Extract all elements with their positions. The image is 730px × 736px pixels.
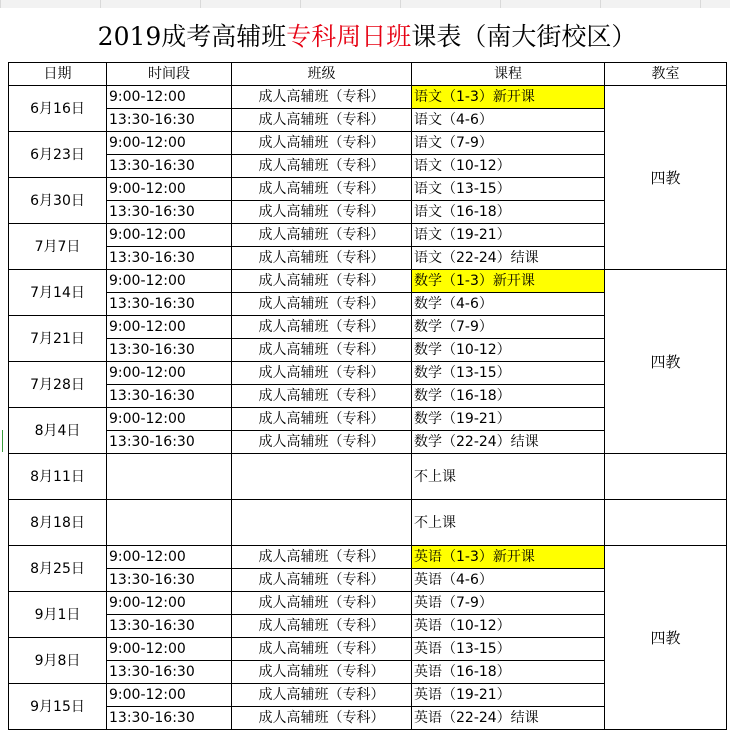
course-cell[interactable]: 英语（22-24）结课 (412, 707, 605, 730)
class-cell[interactable]: 成人高辅班（专科） (232, 155, 412, 178)
class-cell[interactable]: 成人高辅班（专科） (232, 707, 412, 730)
date-cell[interactable]: 8月11日 (9, 454, 107, 500)
class-cell[interactable]: 成人高辅班（专科） (232, 132, 412, 155)
title-part-3: 课表（南大街校区） (411, 22, 637, 51)
time-cell[interactable]: 9:00-12:00 (107, 684, 232, 707)
class-cell[interactable]: 成人高辅班（专科） (232, 638, 412, 661)
course-cell[interactable]: 英语（7-9） (412, 592, 605, 615)
time-cell[interactable]: 9:00-12:00 (107, 638, 232, 661)
table-row (9, 270, 727, 293)
course-cell[interactable]: 数学（22-24）结课 (412, 431, 605, 454)
date-cell[interactable]: 7月28日 (9, 362, 107, 408)
class-cell-empty[interactable] (232, 454, 412, 500)
spreadsheet-column-ruler (0, 0, 730, 8)
time-cell[interactable]: 9:00-12:00 (107, 362, 232, 385)
class-cell[interactable]: 成人高辅班（专科） (232, 385, 412, 408)
date-cell[interactable]: 9月15日 (9, 684, 107, 730)
date-cell[interactable]: 9月8日 (9, 638, 107, 684)
time-cell[interactable]: 13:30-16:30 (107, 661, 232, 684)
time-cell[interactable]: 13:30-16:30 (107, 155, 232, 178)
header-time[interactable]: 时间段 (107, 63, 232, 86)
course-cell[interactable]: 数学（16-18） (412, 385, 605, 408)
date-cell[interactable]: 8月25日 (9, 546, 107, 592)
course-cell[interactable]: 语文（7-9） (412, 132, 605, 155)
table-row (9, 546, 727, 569)
time-cell[interactable]: 13:30-16:30 (107, 247, 232, 270)
class-cell[interactable]: 成人高辅班（专科） (232, 592, 412, 615)
course-cell[interactable]: 英语（16-18） (412, 661, 605, 684)
time-cell[interactable]: 13:30-16:30 (107, 385, 232, 408)
class-cell[interactable]: 成人高辅班（专科） (232, 178, 412, 201)
table-row-no-class (9, 454, 727, 500)
class-cell[interactable]: 成人高辅班（专科） (232, 661, 412, 684)
title-part-highlight: 专科周日班 (286, 22, 412, 51)
header-date[interactable]: 日期 (9, 63, 107, 86)
date-cell[interactable]: 8月4日 (9, 408, 107, 454)
class-cell[interactable]: 成人高辅班（专科） (232, 201, 412, 224)
class-cell[interactable]: 成人高辅班（专科） (232, 224, 412, 247)
room-cell[interactable]: 四教 (605, 270, 727, 454)
time-cell[interactable]: 13:30-16:30 (107, 707, 232, 730)
course-cell[interactable]: 数学（10-12） (412, 339, 605, 362)
course-cell[interactable]: 语文（4-6） (412, 109, 605, 132)
class-cell[interactable]: 成人高辅班（专科） (232, 684, 412, 707)
course-cell[interactable]: 语文（19-21） (412, 224, 605, 247)
time-cell-empty[interactable] (107, 500, 232, 546)
time-cell[interactable]: 9:00-12:00 (107, 86, 232, 109)
time-cell[interactable]: 13:30-16:30 (107, 615, 232, 638)
class-cell[interactable]: 成人高辅班（专科） (232, 86, 412, 109)
class-cell[interactable]: 成人高辅班（专科） (232, 247, 412, 270)
course-cell-new[interactable]: 语文（1-3）新开课 (412, 86, 605, 109)
time-cell[interactable]: 13:30-16:30 (107, 569, 232, 592)
time-cell[interactable]: 13:30-16:30 (107, 339, 232, 362)
date-cell[interactable]: 6月23日 (9, 132, 107, 178)
class-cell[interactable]: 成人高辅班（专科） (232, 615, 412, 638)
time-cell[interactable]: 13:30-16:30 (107, 109, 232, 132)
course-cell[interactable]: 数学（19-21） (412, 408, 605, 431)
schedule-table (8, 62, 727, 730)
header-course[interactable]: 课程 (412, 63, 605, 86)
time-cell[interactable]: 9:00-12:00 (107, 316, 232, 339)
course-cell[interactable]: 英语（13-15） (412, 638, 605, 661)
header-class[interactable]: 班级 (232, 63, 412, 86)
time-cell[interactable]: 9:00-12:00 (107, 224, 232, 247)
date-cell[interactable]: 7月21日 (9, 316, 107, 362)
room-cell[interactable]: 四教 (605, 86, 727, 270)
course-cell[interactable]: 英语（10-12） (412, 615, 605, 638)
class-cell-empty[interactable] (232, 500, 412, 546)
course-cell[interactable]: 英语（19-21） (412, 684, 605, 707)
course-cell[interactable]: 语文（16-18） (412, 201, 605, 224)
class-cell[interactable]: 成人高辅班（专科） (232, 270, 412, 293)
class-cell[interactable]: 成人高辅班（专科） (232, 316, 412, 339)
page-title (8, 8, 726, 62)
room-cell-empty[interactable] (605, 500, 727, 546)
date-cell[interactable]: 6月16日 (9, 86, 107, 132)
class-cell[interactable]: 成人高辅班（专科） (232, 339, 412, 362)
class-cell[interactable]: 成人高辅班（专科） (232, 569, 412, 592)
course-cell[interactable]: 数学（13-15） (412, 362, 605, 385)
room-cell[interactable]: 四教 (605, 546, 727, 730)
time-cell[interactable]: 9:00-12:00 (107, 546, 232, 569)
table-row-no-class (9, 500, 727, 546)
class-cell[interactable]: 成人高辅班（专科） (232, 431, 412, 454)
course-cell[interactable]: 数学（7-9） (412, 316, 605, 339)
title-part-1: 2019成考高辅班 (97, 22, 287, 51)
date-cell[interactable]: 8月18日 (9, 500, 107, 546)
class-cell[interactable]: 成人高辅班（专科） (232, 408, 412, 431)
course-cell-no-class[interactable]: 不上课 (412, 500, 605, 546)
table-row (9, 86, 727, 109)
date-cell[interactable]: 7月7日 (9, 224, 107, 270)
time-cell[interactable]: 9:00-12:00 (107, 132, 232, 155)
header-room[interactable]: 教室 (605, 63, 727, 86)
class-cell[interactable]: 成人高辅班（专科） (232, 109, 412, 132)
course-cell[interactable]: 语文（22-24）结课 (412, 247, 605, 270)
time-cell[interactable]: 13:30-16:30 (107, 431, 232, 454)
room-cell-empty[interactable] (605, 454, 727, 500)
course-cell[interactable]: 英语（4-6） (412, 569, 605, 592)
course-cell[interactable]: 语文（13-15） (412, 178, 605, 201)
course-cell-new[interactable]: 英语（1-3）新开课 (412, 546, 605, 569)
course-cell-new[interactable]: 数学（1-3）新开课 (412, 270, 605, 293)
time-cell[interactable]: 13:30-16:30 (107, 293, 232, 316)
course-cell[interactable]: 数学（4-6） (412, 293, 605, 316)
class-cell[interactable]: 成人高辅班（专科） (232, 546, 412, 569)
date-cell[interactable]: 9月1日 (9, 592, 107, 638)
time-cell[interactable]: 9:00-12:00 (107, 592, 232, 615)
header-row (9, 63, 727, 86)
time-cell[interactable]: 9:00-12:00 (107, 408, 232, 431)
course-cell-no-class[interactable]: 不上课 (412, 454, 605, 500)
course-cell[interactable]: 语文（10-12） (412, 155, 605, 178)
active-cell-marker (2, 430, 3, 452)
time-cell-empty[interactable] (107, 454, 232, 500)
time-cell[interactable]: 13:30-16:30 (107, 201, 232, 224)
class-cell[interactable]: 成人高辅班（专科） (232, 293, 412, 316)
class-cell[interactable]: 成人高辅班（专科） (232, 362, 412, 385)
date-cell[interactable]: 6月30日 (9, 178, 107, 224)
time-cell[interactable]: 9:00-12:00 (107, 178, 232, 201)
time-cell[interactable]: 9:00-12:00 (107, 270, 232, 293)
date-cell[interactable]: 7月14日 (9, 270, 107, 316)
